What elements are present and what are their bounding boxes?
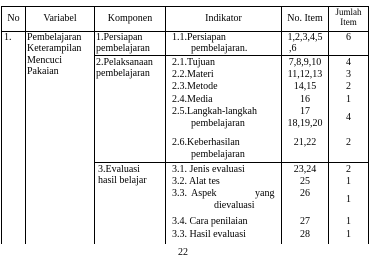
item-2-4: 16 bbox=[300, 94, 310, 105]
indikator-3-3-aspek: Aspek bbox=[191, 188, 217, 199]
col-border-left bbox=[1, 6, 2, 244]
variabel-line-2: Keterampilan bbox=[27, 43, 82, 54]
item-2-6: 21,22 bbox=[293, 137, 317, 148]
variabel-line-1: Pembelajaran bbox=[27, 32, 82, 43]
indikator-3-3-num: 3.3. bbox=[172, 188, 187, 199]
row-number: 1. bbox=[4, 32, 12, 43]
col-border-variabel bbox=[94, 6, 95, 244]
indikator-3-3-cont: dievaluasi bbox=[214, 200, 255, 211]
jumlah-2-4: 1 bbox=[346, 94, 351, 105]
indikator-3-4: 3.4. Cara penilaian bbox=[172, 216, 248, 227]
indikator-3-5: 3.3. Hasil evaluasi bbox=[172, 229, 246, 240]
indikator-2-6-cont: pembelajaran bbox=[191, 149, 245, 160]
indikator-2-3: 2.3.Metode bbox=[172, 81, 218, 92]
komponen-2-line-2: pembelajaran bbox=[96, 68, 150, 79]
jumlah-3-3: 1 bbox=[346, 194, 351, 205]
item-2-5b: 18,19,20 bbox=[287, 118, 323, 129]
item-k1-line-1: 1,2,3,4,5 bbox=[287, 32, 323, 43]
jumlah-3-2: 1 bbox=[346, 176, 351, 187]
jumlah-2-6: 2 bbox=[346, 137, 351, 148]
item-3-3: 26 bbox=[300, 188, 310, 199]
header-komponen: Komponen bbox=[107, 13, 153, 24]
indikator-2-6: 2.6.Keberhasilan bbox=[172, 137, 240, 148]
jumlah-3-4: 1 bbox=[346, 216, 351, 227]
header-indikator: Indikator bbox=[205, 13, 242, 24]
col-border-komponen bbox=[165, 6, 166, 244]
indikator-1-1-line-1: 1.1.Persiapan bbox=[172, 32, 226, 43]
indikator-3-2: 3.2. Alat tes bbox=[172, 176, 220, 187]
item-2-2: 11,12,13 bbox=[287, 69, 323, 80]
indikator-2-4: 2.4.Media bbox=[172, 94, 213, 105]
indikator-2-5-cont: pembelajaran bbox=[191, 118, 245, 129]
item-3-2: 25 bbox=[300, 176, 310, 187]
variabel-line-3: Mencuci bbox=[27, 55, 62, 66]
jumlah-2-1: 4 bbox=[346, 57, 351, 68]
indikator-1-1-line-2: pembelajaran. bbox=[191, 43, 248, 54]
jumlah-3-1: 2 bbox=[346, 164, 351, 175]
col-border-right bbox=[368, 6, 369, 244]
jumlah-3-5: 1 bbox=[346, 229, 351, 240]
row-divider-k2 bbox=[94, 162, 368, 163]
indikator-3-1: 3.1. Jenis evaluasi bbox=[172, 164, 245, 175]
row-divider-k1 bbox=[94, 55, 368, 56]
header-jumlah: Jumlah bbox=[335, 7, 362, 17]
header-no-item: No. Item bbox=[287, 13, 323, 24]
item-3-1: 23,24 bbox=[293, 164, 317, 175]
komponen-2-line-1: 2.Pelaksanaan bbox=[96, 57, 153, 68]
item-3-5: 28 bbox=[300, 229, 310, 240]
header-variabel: Variabel bbox=[43, 13, 77, 24]
item-2-3: 14,15 bbox=[293, 81, 317, 92]
komponen-3-line-1: 3.Evaluasi bbox=[98, 164, 140, 175]
header-no: No bbox=[7, 13, 20, 24]
indikator-3-3-yang: yang bbox=[255, 188, 275, 199]
item-k1-line-2: ,6 bbox=[289, 43, 297, 54]
komponen-1-line-2: pembelajaran bbox=[96, 43, 150, 54]
indikator-2-5: 2.5.Langkah-langkah bbox=[172, 106, 257, 117]
item-3-4: 27 bbox=[300, 216, 310, 227]
variabel-line-4: Pakaian bbox=[27, 66, 59, 77]
item-2-1: 7,8,9,10 bbox=[288, 57, 322, 68]
jumlah-k1: 6 bbox=[346, 32, 351, 43]
komponen-3-line-2: hasil belajar bbox=[98, 175, 147, 186]
item-2-5: 17 bbox=[300, 106, 310, 117]
table-top-border bbox=[1, 6, 368, 7]
page-number: 22 bbox=[178, 247, 188, 258]
komponen-1-line-1: 1.Persiapan bbox=[96, 32, 143, 43]
jumlah-2-3: 2 bbox=[346, 81, 351, 92]
indikator-2-2: 2.2.Materi bbox=[172, 69, 214, 80]
jumlah-2-2: 3 bbox=[346, 69, 351, 80]
col-border-no bbox=[25, 6, 26, 244]
header-item: Item bbox=[340, 17, 357, 27]
jumlah-2-5: 4 bbox=[346, 112, 351, 123]
indikator-2-1: 2.1.Tujuan bbox=[172, 57, 215, 68]
